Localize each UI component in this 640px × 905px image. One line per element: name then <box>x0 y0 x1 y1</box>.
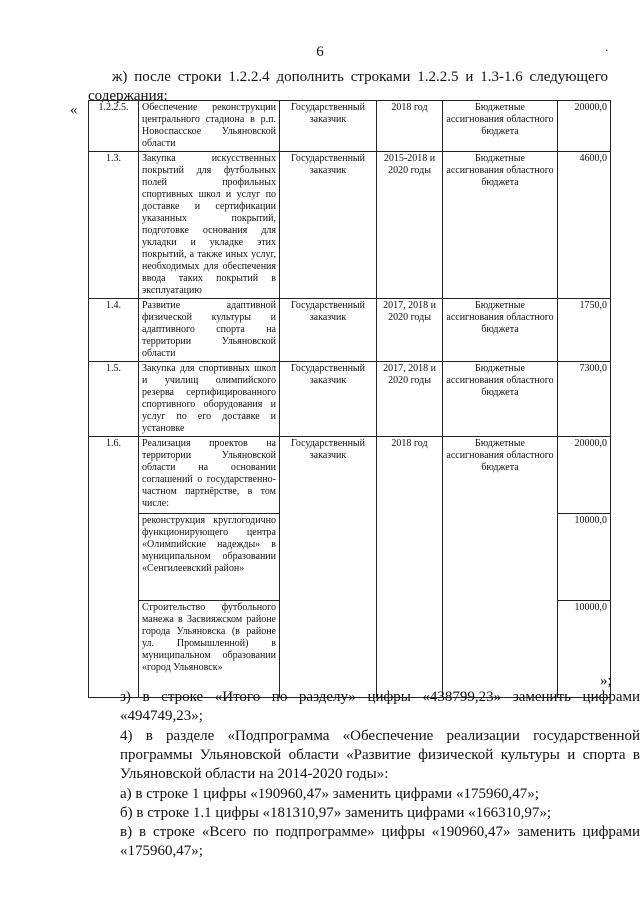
row-name: Обеспечение реконструкции центрального стадиона в р.п. Новоспасское Ульяновской области <box>139 101 280 152</box>
row-number: 1.5. <box>89 362 139 437</box>
page-number: 6 <box>316 44 324 60</box>
row-amount: 20000,0 <box>558 101 611 152</box>
row-name: Реализация проектов на территории Ульяновской области на основании соглашений о государственно-частном партнёрстве, в том числе: <box>139 437 280 514</box>
row-amount: 7300,0 <box>558 362 611 437</box>
paragraph-a: а) в строке 1 цифры «190960,47» заменить цифрами «175960,47»; <box>120 786 539 802</box>
row-years: 2015-2018 и 2020 годы <box>377 152 443 299</box>
row-number: 1.6. <box>89 437 139 698</box>
row-years: 2018 год <box>377 101 443 152</box>
row-customer: Государственный заказчик <box>280 101 377 152</box>
subrow-amount: 10000,0 <box>558 514 611 601</box>
row-name: Закупка для спортивных школ и училищ олимпийского резерва сертифицированного спортивного оборудования и услуг по его доставке и установке <box>139 362 280 437</box>
row-name: Развитие адаптивной физической культуры и адаптивного спорта на территории Ульяновской области <box>139 299 280 362</box>
intro-line-2: содержания: <box>88 88 168 104</box>
row-amount: 1750,0 <box>558 299 611 362</box>
row-number: 1.4. <box>89 299 139 362</box>
row-customer: Государственный заказчик <box>280 437 377 698</box>
row-years: 2017, 2018 и 2020 годы <box>377 362 443 437</box>
row-name: Закупка искусственных покрытий для футбольных полей профильных спортивных школ и услуг по доставке и сертификации указанных покрытий, подготовке основания для укладки и укладке этих покрытий, а также иных услуг, необходимых для обеспечения ввода таких покрытий в эксплуатацию <box>139 152 280 299</box>
closing-quote: »; <box>600 673 612 689</box>
subrow-name: реконструкция круглогодично функционирующего центра «Олимпийские надежды» в муниципальном образовании «Сенгилеевский район» <box>139 514 280 601</box>
program-table <box>88 100 611 698</box>
subrow-amount: 10000,0 <box>558 601 611 698</box>
intro-line-1: ж) после строки 1.2.2.4 дополнить строками 1.2.2.5 и 1.3-1.6 следующего <box>112 69 608 85</box>
paragraph-4: 4) в разделе «Подпрограмма «Обеспечение реализации государственной программы Ульяновской области «Развитие физической культуры и спорта в Ульяновской области на 2014-2020 годы»: <box>120 728 640 782</box>
table-row <box>89 101 611 152</box>
paragraph-v: в) в строке «Всего по подпрограмме» цифры «190960,47» заменить цифрами «175960,47»; <box>120 824 640 859</box>
row-customer: Государственный заказчик <box>280 362 377 437</box>
row-source: Бюджетные ассигнования областного бюджета <box>443 437 558 698</box>
row-source: Бюджетные ассигнования областного бюджета <box>443 362 558 437</box>
table-row <box>89 437 611 514</box>
table-row <box>89 299 611 362</box>
row-source: Бюджетные ассигнования областного бюджета <box>443 152 558 299</box>
row-customer: Государственный заказчик <box>280 299 377 362</box>
row-customer: Государственный заказчик <box>280 152 377 299</box>
row-number: 1.2.2.5. <box>89 101 139 152</box>
row-amount: 4600,0 <box>558 152 611 299</box>
opening-quote: « <box>70 102 78 118</box>
row-source: Бюджетные ассигнования областного бюджета <box>443 101 558 152</box>
row-years: 2018 год <box>377 437 443 698</box>
subrow-name: Строительство футбольного манежа в Засвияжском районе города Ульяновска (в районе ул. Промышленной) в муниципальном образовании «город Ульяновск» <box>139 601 280 698</box>
row-years: 2017, 2018 и 2020 годы <box>377 299 443 362</box>
row-number: 1.3. <box>89 152 139 299</box>
paragraph-b: б) в строке 1.1 цифры «181310,97» заменить цифрами «166310,97»; <box>120 805 552 821</box>
row-amount: 20000,0 <box>558 437 611 514</box>
table-row <box>89 362 611 437</box>
table-row <box>89 152 611 299</box>
row-source: Бюджетные ассигнования областного бюджета <box>443 299 558 362</box>
paragraph-z: з) в строке «Итого по разделу» цифры «438799,23» заменить цифрами «494749,23»; <box>120 689 640 724</box>
dot-mark: · <box>605 46 609 57</box>
